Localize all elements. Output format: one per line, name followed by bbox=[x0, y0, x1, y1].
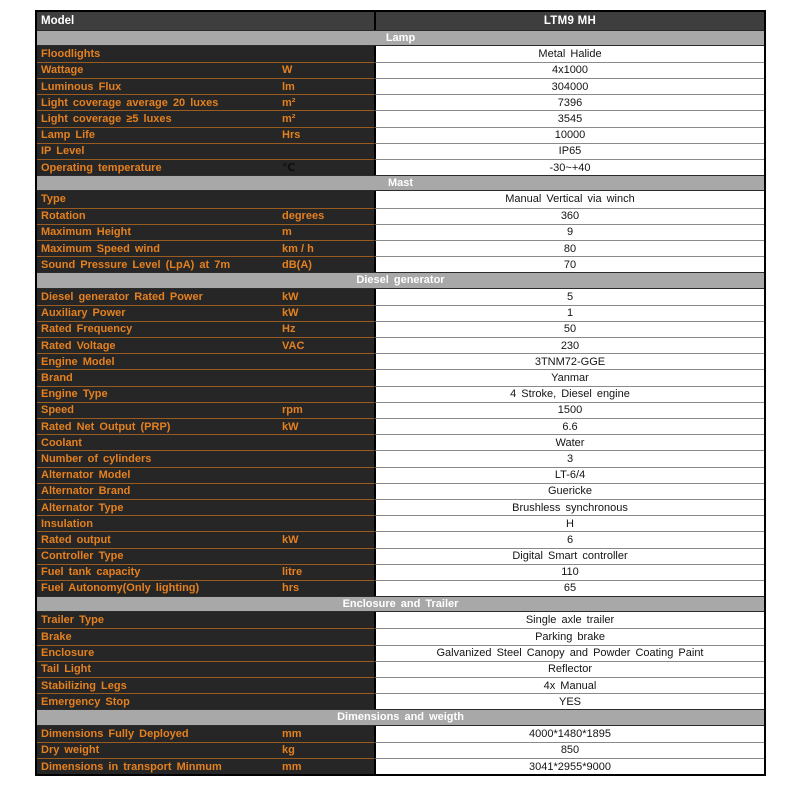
section-title: Diesel generator bbox=[356, 274, 445, 287]
spec-row bbox=[37, 337, 764, 353]
row-unit: kW bbox=[282, 420, 299, 433]
row-value: 4x Manual bbox=[374, 677, 764, 693]
spec-label-cell bbox=[37, 143, 374, 159]
spec-row bbox=[37, 564, 764, 580]
row-value: 304000 bbox=[374, 78, 764, 94]
row-value: 230 bbox=[374, 337, 764, 353]
row-unit: m bbox=[282, 226, 292, 239]
spec-row bbox=[37, 499, 764, 515]
spec-row bbox=[37, 289, 764, 305]
row-unit: kW bbox=[282, 307, 299, 320]
row-value: 4 Stroke, Diesel engine bbox=[374, 386, 764, 402]
row-label: Alternator Type bbox=[41, 501, 124, 514]
row-value: -30~+40 bbox=[374, 159, 764, 175]
spec-row bbox=[37, 580, 764, 596]
row-value: 110 bbox=[374, 564, 764, 580]
row-label: Speed bbox=[41, 404, 75, 417]
spec-label-cell bbox=[37, 515, 374, 531]
spec-row bbox=[37, 450, 764, 466]
spec-row bbox=[37, 726, 764, 742]
row-value: LT-6/4 bbox=[374, 467, 764, 483]
row-unit: rpm bbox=[282, 404, 303, 417]
row-value: 1 bbox=[374, 305, 764, 321]
spec-label-cell bbox=[37, 418, 374, 434]
spec-label-cell bbox=[37, 661, 374, 677]
spec-row bbox=[37, 78, 764, 94]
row-label: IP Level bbox=[41, 145, 85, 158]
spec-label-cell bbox=[37, 548, 374, 564]
spec-row bbox=[37, 353, 764, 369]
model-header-value: LTM9 MH bbox=[374, 12, 764, 30]
row-value: 6.6 bbox=[374, 418, 764, 434]
row-value: 3041*2955*9000 bbox=[374, 758, 764, 774]
row-unit: W bbox=[282, 64, 293, 77]
row-label: Tail Light bbox=[41, 663, 92, 676]
row-value: Metal Halide bbox=[374, 46, 764, 62]
row-value: 360 bbox=[374, 208, 764, 224]
spec-label-cell bbox=[37, 208, 374, 224]
row-value: Reflector bbox=[374, 661, 764, 677]
row-unit: VAC bbox=[282, 339, 305, 352]
row-label: Fuel Autonomy(Only lighting) bbox=[41, 582, 200, 595]
spec-label-cell bbox=[37, 726, 374, 742]
spec-label-cell bbox=[37, 159, 374, 175]
spec-row bbox=[37, 402, 764, 418]
spec-label-cell bbox=[37, 46, 374, 62]
row-unit: Hz bbox=[282, 323, 296, 336]
spec-label-cell bbox=[37, 110, 374, 126]
row-unit: dB(A) bbox=[282, 258, 312, 271]
row-label: Wattage bbox=[41, 64, 84, 77]
row-value: 4x1000 bbox=[374, 62, 764, 78]
row-label: Enclosure bbox=[41, 647, 95, 660]
row-value: 65 bbox=[374, 580, 764, 596]
spec-label-cell bbox=[37, 224, 374, 240]
row-label: Coolant bbox=[41, 436, 82, 449]
row-label: Lamp Life bbox=[41, 129, 95, 142]
row-label: Light coverage ≥5 luxes bbox=[41, 113, 172, 126]
spec-row bbox=[37, 305, 764, 321]
spec-label-cell bbox=[37, 94, 374, 110]
section-header bbox=[37, 272, 764, 288]
row-unit: kW bbox=[282, 533, 299, 546]
row-label: Operating temperature bbox=[41, 161, 162, 174]
spec-label-cell bbox=[37, 450, 374, 466]
spec-label-cell bbox=[37, 289, 374, 305]
spec-row bbox=[37, 548, 764, 564]
spec-row bbox=[37, 191, 764, 207]
row-value: YES bbox=[374, 693, 764, 709]
spec-label-cell bbox=[37, 564, 374, 580]
spec-row bbox=[37, 677, 764, 693]
spec-row bbox=[37, 224, 764, 240]
spec-label-cell bbox=[37, 369, 374, 385]
spec-row bbox=[37, 256, 764, 272]
spec-label-cell bbox=[37, 353, 374, 369]
spec-row bbox=[37, 386, 764, 402]
section-header bbox=[37, 175, 764, 191]
spec-label-cell bbox=[37, 337, 374, 353]
spec-row bbox=[37, 127, 764, 143]
row-label: Rated Frequency bbox=[41, 323, 133, 336]
spec-label-cell bbox=[37, 467, 374, 483]
row-unit: km / h bbox=[282, 242, 314, 255]
row-label: Controller Type bbox=[41, 550, 124, 563]
row-label: Maximum Speed wind bbox=[41, 242, 160, 255]
spec-label-cell bbox=[37, 321, 374, 337]
spec-label-cell bbox=[37, 645, 374, 661]
spec-row bbox=[37, 628, 764, 644]
spec-label-cell bbox=[37, 693, 374, 709]
row-label: Light coverage average 20 luxes bbox=[41, 96, 219, 109]
row-value: 50 bbox=[374, 321, 764, 337]
spec-label-cell bbox=[37, 580, 374, 596]
row-unit: hrs bbox=[282, 582, 300, 595]
row-value: Single axle trailer bbox=[374, 612, 764, 628]
spec-label-cell bbox=[37, 127, 374, 143]
spec-label-cell bbox=[37, 758, 374, 774]
spec-label-cell bbox=[37, 612, 374, 628]
spec-row bbox=[37, 94, 764, 110]
row-label: Engine Type bbox=[41, 388, 108, 401]
spec-row bbox=[37, 240, 764, 256]
row-label: Maximum Height bbox=[41, 226, 132, 239]
row-label: Auxiliary Power bbox=[41, 307, 126, 320]
spec-label-cell bbox=[37, 256, 374, 272]
section-header bbox=[37, 30, 764, 46]
spec-row bbox=[37, 661, 764, 677]
section-header bbox=[37, 709, 764, 725]
section-title: Mast bbox=[387, 177, 414, 190]
row-label: Diesel generator Rated Power bbox=[41, 290, 203, 303]
spec-row bbox=[37, 612, 764, 628]
row-value: Brushless synchronous bbox=[374, 499, 764, 515]
section-title: Lamp bbox=[385, 31, 416, 44]
row-value: 9 bbox=[374, 224, 764, 240]
spec-label-cell bbox=[37, 677, 374, 693]
spec-row bbox=[37, 110, 764, 126]
spec-label-cell bbox=[37, 742, 374, 758]
row-label: Brand bbox=[41, 372, 73, 385]
spec-row bbox=[37, 418, 764, 434]
model-header-row bbox=[37, 12, 764, 30]
row-unit: mm bbox=[282, 727, 302, 740]
row-unit: litre bbox=[282, 566, 303, 579]
row-unit: degrees bbox=[282, 210, 325, 223]
row-label: Stabilizing Legs bbox=[41, 679, 127, 692]
spec-row bbox=[37, 483, 764, 499]
row-value: 3TNM72-GGE bbox=[374, 353, 764, 369]
spec-label-cell bbox=[37, 483, 374, 499]
row-value: IP65 bbox=[374, 143, 764, 159]
row-value: Parking brake bbox=[374, 628, 764, 644]
row-label: Engine Model bbox=[41, 355, 115, 368]
row-label: Dry weight bbox=[41, 744, 100, 757]
spec-label-cell bbox=[37, 305, 374, 321]
spec-label-cell bbox=[37, 531, 374, 547]
row-unit: mm bbox=[282, 760, 302, 773]
row-unit: Hrs bbox=[282, 129, 301, 142]
spec-row bbox=[37, 369, 764, 385]
row-label: Alternator Model bbox=[41, 469, 131, 482]
spec-row bbox=[37, 62, 764, 78]
row-label: Fuel tank capacity bbox=[41, 566, 141, 579]
row-label: Rated Voltage bbox=[41, 339, 116, 352]
row-label: Brake bbox=[41, 631, 72, 644]
row-label: Dimensions Fully Deployed bbox=[41, 727, 189, 740]
row-value: Yanmar bbox=[374, 369, 764, 385]
spec-row bbox=[37, 758, 764, 774]
row-label: Trailer Type bbox=[41, 614, 104, 627]
row-label: Rated Net Output (PRP) bbox=[41, 420, 171, 433]
model-header-label: Model bbox=[41, 14, 75, 27]
spec-label-cell bbox=[37, 628, 374, 644]
spec-row bbox=[37, 159, 764, 175]
spec-row bbox=[37, 645, 764, 661]
row-value: 6 bbox=[374, 531, 764, 547]
spec-label-cell bbox=[37, 434, 374, 450]
spec-row bbox=[37, 434, 764, 450]
row-label: Alternator Brand bbox=[41, 485, 131, 498]
row-value: Digital Smart controller bbox=[374, 548, 764, 564]
spec-row bbox=[37, 321, 764, 337]
row-label: Type bbox=[41, 193, 66, 206]
row-value: 850 bbox=[374, 742, 764, 758]
spec-row bbox=[37, 143, 764, 159]
row-unit: ℃ bbox=[282, 162, 296, 175]
row-unit: kW bbox=[282, 290, 299, 303]
row-label: Rotation bbox=[41, 210, 86, 223]
row-value: Water bbox=[374, 434, 764, 450]
row-value: 4000*1480*1895 bbox=[374, 726, 764, 742]
row-label: Floodlights bbox=[41, 47, 101, 60]
section-header bbox=[37, 596, 764, 612]
row-value: 3545 bbox=[374, 110, 764, 126]
section-title: Dimensions and weigth bbox=[337, 711, 464, 724]
spec-label-cell bbox=[37, 499, 374, 515]
spec-row bbox=[37, 46, 764, 62]
section-title: Enclosure and Trailer bbox=[342, 598, 459, 611]
row-value: 70 bbox=[374, 256, 764, 272]
spec-label-cell bbox=[37, 78, 374, 94]
row-value: H bbox=[374, 515, 764, 531]
row-unit: m² bbox=[282, 113, 296, 126]
row-label: Luminous Flux bbox=[41, 80, 122, 93]
row-value: 10000 bbox=[374, 127, 764, 143]
row-unit: m² bbox=[282, 96, 296, 109]
spec-label-cell bbox=[37, 386, 374, 402]
spec-row bbox=[37, 467, 764, 483]
row-value: Guericke bbox=[374, 483, 764, 499]
row-value: 1500 bbox=[374, 402, 764, 418]
row-unit: lm bbox=[282, 80, 295, 93]
row-label: Dimensions in transport Minmum bbox=[41, 760, 222, 773]
row-value: Galvanized Steel Canopy and Powder Coating Paint bbox=[374, 645, 764, 661]
row-unit: kg bbox=[282, 744, 295, 757]
row-label: Sound Pressure Level (LpA) at 7m bbox=[41, 258, 231, 271]
spec-row bbox=[37, 693, 764, 709]
row-value: 5 bbox=[374, 289, 764, 305]
spec-row bbox=[37, 515, 764, 531]
spec-table bbox=[35, 10, 766, 776]
spec-row bbox=[37, 208, 764, 224]
row-value: 3 bbox=[374, 450, 764, 466]
spec-label-cell bbox=[37, 402, 374, 418]
row-label: Number of cylinders bbox=[41, 452, 152, 465]
spec-label-cell bbox=[37, 62, 374, 78]
row-value: 7396 bbox=[374, 94, 764, 110]
row-label: Rated output bbox=[41, 533, 111, 546]
spec-label-cell bbox=[37, 240, 374, 256]
row-label: Emergency Stop bbox=[41, 695, 130, 708]
spec-row bbox=[37, 531, 764, 547]
row-value: Manual Vertical via winch bbox=[374, 191, 764, 207]
spec-label-cell bbox=[37, 191, 374, 207]
spec-row bbox=[37, 742, 764, 758]
row-value: 80 bbox=[374, 240, 764, 256]
row-label: Insulation bbox=[41, 517, 93, 530]
